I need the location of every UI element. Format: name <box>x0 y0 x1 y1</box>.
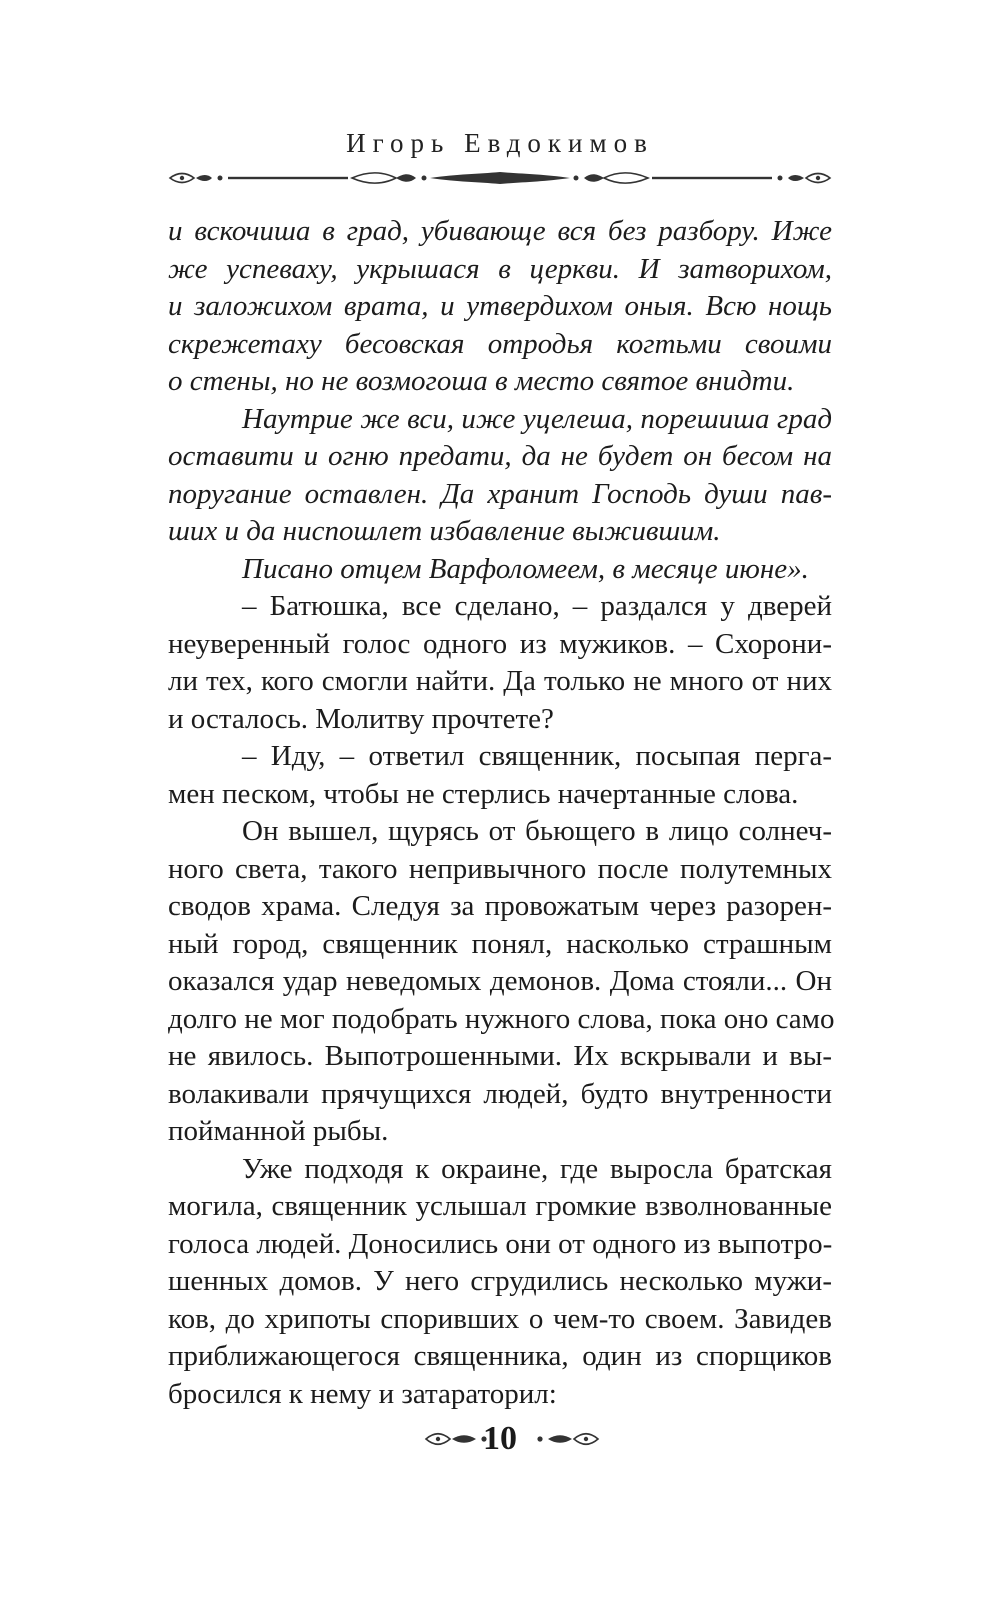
text-line: – Батюшка, все сделано, – раздался у дверей <box>242 590 832 622</box>
text-line: сводов храма. Следуя за провожатым через разорен- <box>168 890 832 922</box>
text-line: приближающегося священника, один из спорщиков <box>168 1340 832 1372</box>
text-line: ный город, священник понял, насколько страшным <box>168 927 832 960</box>
text-line: ших и да ниспошлет избавление выжившим. <box>168 515 721 547</box>
text-line: и заложихом врата, и утвердихом оныя. Всю нощь <box>168 290 832 322</box>
page-footer <box>0 1414 1000 1464</box>
text-line: и вскочиша в град, убивающе вся без разбору. Иже <box>168 215 832 247</box>
text-line: бросился к нему и затараторил: <box>168 1377 557 1410</box>
text-line: скрежетаху бесовская отродья когтьми своими <box>168 327 832 360</box>
text-line: оказался удар неведомых демонов. Дома стояли... Он <box>168 965 832 997</box>
text-line: шенных домов. У него сгрудились несколько мужи- <box>168 1265 832 1297</box>
text-line: голоса людей. Доносились они от одного из выпотро- <box>168 1227 833 1260</box>
text-line: мен песком, чтобы не стерлись начертанные слова. <box>168 777 799 810</box>
text-line: неуверенный голос одного из мужиков. – Схорони- <box>168 627 832 660</box>
text-line: ли тех, кого смогли найти. Да только не много от них <box>168 665 832 697</box>
text-line: оставити и огню предати, да не будет он бесом на <box>168 440 832 472</box>
text-line: долго не мог подобрать нужного слова, пока оно само <box>168 1002 835 1035</box>
body-text <box>168 213 835 1413</box>
text-line: Наутрие же вси, иже уцелеша, порешиша град <box>242 402 832 435</box>
paragraph <box>168 551 832 589</box>
text-line: же успеваху, укрышася в церкви. И затворихом, <box>168 252 832 285</box>
running-header: Игорь Евдокимов <box>346 128 654 158</box>
paragraph <box>168 588 832 738</box>
header-ornament-icon <box>168 166 832 190</box>
text-line: о стены, но не возмогоша в место святое внидти. <box>168 365 795 397</box>
text-line: Писано отцем Варфоломеем, в месяце июне». <box>242 552 809 585</box>
text-line: и осталось. Молитву прочтете? <box>168 702 554 735</box>
text-line: поругание оставлен. Да хранит Господь души пав- <box>168 477 832 510</box>
paragraph <box>168 813 835 1151</box>
text-line: могила, священник услышал громкие взволнованные <box>168 1190 832 1222</box>
paragraph <box>168 401 832 551</box>
text-line: волакивали прячущихся людей, будто внутренности <box>168 1077 832 1110</box>
text-line: пойманной рыбы. <box>168 1115 389 1147</box>
page-number: 10 <box>483 1420 517 1457</box>
text-line: Уже подходя к окраине, где выросла братская <box>242 1152 832 1185</box>
paragraph <box>168 213 832 401</box>
text-line: Он вышел, щурясь от бьющего в лицо солнеч- <box>242 815 832 847</box>
text-line: ного света, такого непривычного после полутемных <box>168 852 832 885</box>
text-line: – Иду, – ответил священник, посыпая перга- <box>242 740 832 772</box>
text-line: не явилось. Выпотрошенными. Их вскрывали и вы- <box>168 1040 832 1072</box>
paragraph <box>168 1151 832 1414</box>
folio-ornament-right-icon <box>532 1429 600 1449</box>
text-line: ков, до хрипоты споривших о чем-то своем. Завидев <box>168 1302 832 1335</box>
paragraph <box>168 738 832 813</box>
